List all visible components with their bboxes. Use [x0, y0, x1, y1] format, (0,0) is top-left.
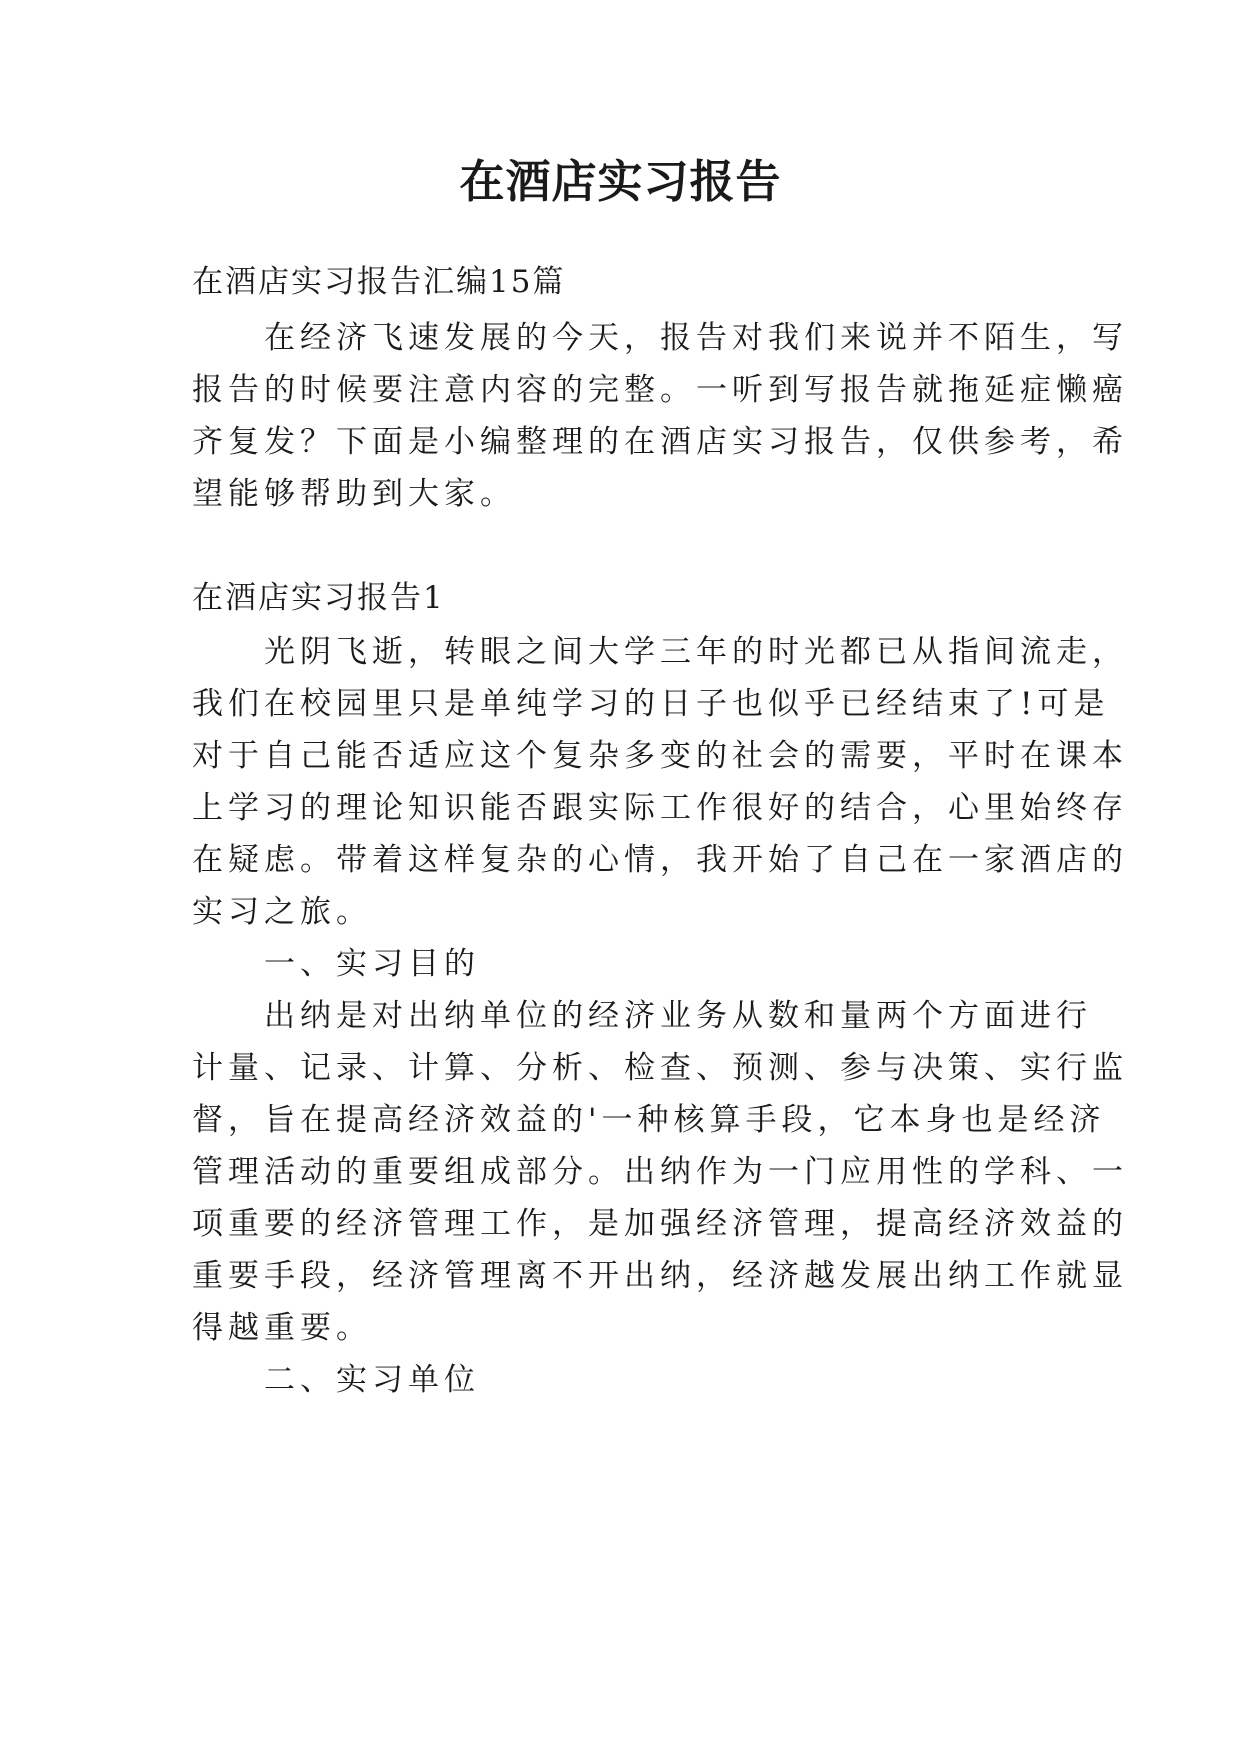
section-1-line: 在疑虑。带着这样复杂的心情，我开始了自己在一家酒店的	[192, 842, 1128, 878]
purpose-line: 得越重要。	[192, 1310, 372, 1346]
purpose-line: 重要手段，经济管理离不开出纳，经济越发展出纳工作就显	[192, 1258, 1128, 1294]
document-subtitle: 在酒店实习报告汇编15篇	[192, 264, 566, 300]
intro-line: 望能够帮助到大家。	[192, 476, 516, 512]
section-1-heading: 在酒店实习报告1	[192, 580, 445, 616]
intro-line: 报告的时候要注意内容的完整。一听到写报告就拖延症懒癌	[192, 372, 1128, 408]
document-title: 在酒店实习报告	[459, 155, 782, 208]
purpose-line: 出纳是对出纳单位的经济业务从数和量两个方面进行	[192, 998, 1092, 1034]
purpose-line: 计量、记录、计算、分析、检查、预测、参与决策、实行监	[192, 1050, 1128, 1086]
purpose-line: 项重要的经济管理工作，是加强经济管理，提高经济效益的	[192, 1206, 1128, 1242]
section-1-line: 我们在校园里只是单纯学习的日子也似乎已经结束了!可是	[192, 686, 1110, 722]
section-1-line: 实习之旅。	[192, 894, 372, 930]
section-1-line: 对于自己能否适应这个复杂多变的社会的需要，平时在课本	[192, 738, 1128, 774]
intro-line: 齐复发？下面是小编整理的在酒店实习报告，仅供参考，希	[192, 424, 1128, 460]
section-1-line: 上学习的理论知识能否跟实际工作很好的结合，心里始终存	[192, 790, 1128, 826]
purpose-line: 督，旨在提高经济效益的'一种核算手段，它本身也是经济	[192, 1102, 1106, 1138]
purpose-heading: 一、实习目的	[192, 946, 480, 982]
section-1-line: 光阴飞逝，转眼之间大学三年的时光都已从指间流走，	[192, 634, 1128, 670]
intro-line: 在经济飞速发展的今天，报告对我们来说并不陌生，写	[192, 320, 1128, 356]
unit-heading: 二、实习单位	[192, 1362, 480, 1398]
purpose-line: 管理活动的重要组成部分。出纳作为一门应用性的学科、一	[192, 1154, 1128, 1190]
